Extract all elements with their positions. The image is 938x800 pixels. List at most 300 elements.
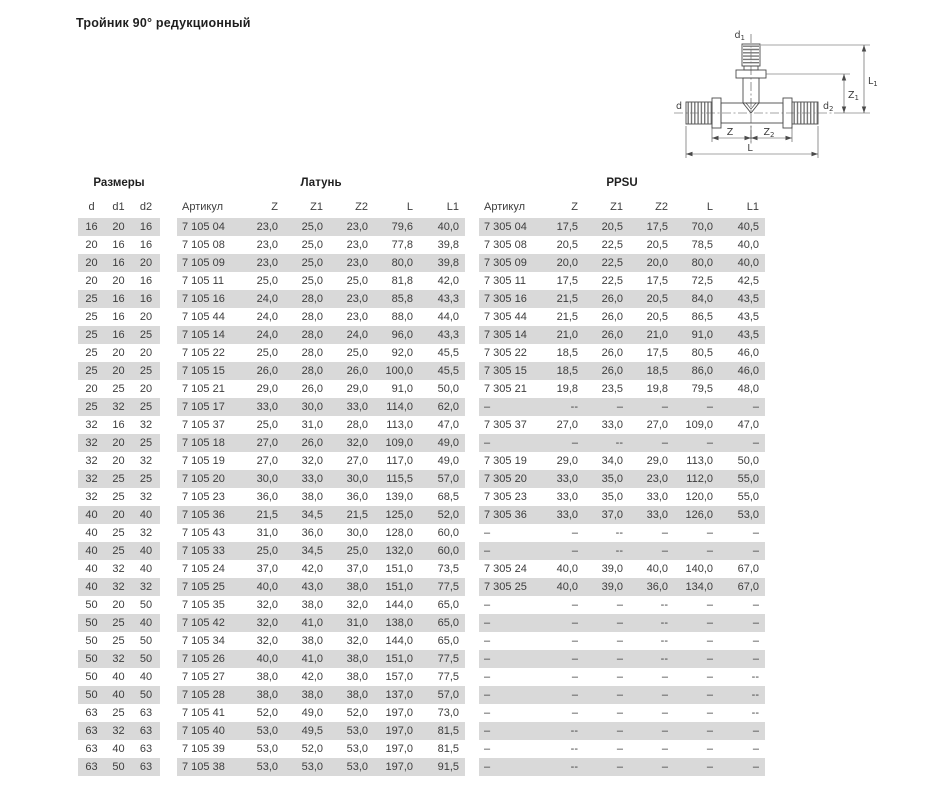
cell-value-brass: 151,0 xyxy=(385,563,413,575)
cell-article-ppsu: – xyxy=(479,650,539,668)
column-gap xyxy=(160,632,177,650)
cell-value-ppsu: – xyxy=(674,614,719,632)
cell-value-ppsu: 21,0 xyxy=(629,326,674,344)
cell-article-brass: 7 105 35 xyxy=(182,599,225,611)
cell-value-brass: 26,0 xyxy=(284,434,329,452)
cell-value-ppsu: – xyxy=(584,614,629,632)
cell-value-brass: 24,0 xyxy=(239,326,284,344)
cell-d2: 32 xyxy=(139,527,153,539)
cell-article-brass: 7 105 28 xyxy=(177,686,239,704)
cell-value-ppsu: 26,0 xyxy=(584,290,629,308)
cell-d: 25 xyxy=(78,398,105,416)
cell-d1: 20 xyxy=(105,434,132,452)
column-gap xyxy=(465,614,479,632)
column-gap xyxy=(465,326,479,344)
cell-value-brass: 41,0 xyxy=(284,650,329,668)
cell-d2: 25 xyxy=(132,362,160,380)
cell-d2: 40 xyxy=(132,542,160,560)
group-header-brass: Латунь xyxy=(300,177,342,189)
cell-article-ppsu: 7 305 37 xyxy=(484,419,527,431)
column-gap xyxy=(465,362,479,380)
cell-article-brass: 7 105 41 xyxy=(182,707,225,719)
cell-value-ppsu: – xyxy=(616,599,623,611)
cell-value-brass: 27,0 xyxy=(346,455,368,467)
cell-value-ppsu: 40,5 xyxy=(719,218,765,236)
cell-d1: 32 xyxy=(112,563,125,575)
cell-d: 50 xyxy=(85,671,98,683)
cell-d1: 20 xyxy=(105,218,132,236)
cell-d: 32 xyxy=(85,419,98,431)
cell-value-ppsu: -- xyxy=(539,722,584,740)
cell-value-brass: 157,0 xyxy=(385,671,413,683)
cell-d: 40 xyxy=(78,506,105,524)
cell-value-brass: 138,0 xyxy=(374,614,419,632)
cell-value-ppsu: 20,5 xyxy=(584,218,629,236)
cell-value-brass: 96,0 xyxy=(374,326,419,344)
cell-value-brass: 49,0 xyxy=(419,434,465,452)
cell-value-brass: 77,8 xyxy=(391,239,413,251)
cell-d: 20 xyxy=(85,383,98,395)
cell-value-brass: 45,5 xyxy=(419,362,465,380)
cell-value-brass: 151,0 xyxy=(374,578,419,596)
cell-d1: 25 xyxy=(112,707,125,719)
cell-value-ppsu: -- xyxy=(660,599,668,611)
cell-value-brass: 25,0 xyxy=(346,275,368,287)
cell-d: 63 xyxy=(85,707,98,719)
cell-value-ppsu: – xyxy=(706,707,713,719)
cell-value-ppsu: 33,0 xyxy=(539,470,584,488)
cell-value-ppsu: 18,5 xyxy=(629,362,674,380)
cell-value-brass: 60,0 xyxy=(437,527,459,539)
cell-value-ppsu: 17,5 xyxy=(646,275,668,287)
cell-d: 32 xyxy=(85,491,98,503)
column-header-row xyxy=(78,196,765,218)
col-header-z1-ppsu: Z1 xyxy=(610,201,623,213)
cell-value-ppsu: – xyxy=(706,743,713,755)
table-row xyxy=(78,704,765,722)
cell-value-brass: 68,5 xyxy=(437,491,459,503)
table-row xyxy=(78,722,765,740)
cell-value-ppsu: 19,8 xyxy=(646,383,668,395)
cell-value-ppsu: 40,0 xyxy=(539,578,584,596)
col-header-z2-brass: Z2 xyxy=(355,201,368,213)
label-z2: $Z_2$ xyxy=(763,127,775,139)
cell-value-brass: 38,0 xyxy=(239,686,284,704)
cell-value-ppsu: 84,0 xyxy=(674,290,719,308)
cell-article-ppsu: 7 305 19 xyxy=(484,455,527,467)
cell-value-brass: 44,0 xyxy=(437,311,459,323)
cell-value-ppsu: -- xyxy=(751,707,759,719)
cell-article-ppsu: – xyxy=(484,635,491,647)
cell-d2: 16 xyxy=(132,218,160,236)
cell-value-ppsu: 55,0 xyxy=(737,491,759,503)
cell-article-ppsu: 7 305 04 xyxy=(479,218,539,236)
label-d2: $d_2$ xyxy=(823,101,834,113)
cell-value-ppsu: 79,5 xyxy=(691,383,713,395)
column-gap xyxy=(465,704,479,722)
cell-value-brass: 23,0 xyxy=(256,239,278,251)
cell-article-brass: 7 105 09 xyxy=(177,254,239,272)
cell-value-ppsu: -- xyxy=(539,758,584,776)
table-row xyxy=(78,506,765,524)
cell-d1: 16 xyxy=(112,239,125,251)
cell-value-brass: 25,0 xyxy=(256,419,278,431)
table-row xyxy=(78,470,765,488)
cell-d: 40 xyxy=(85,563,98,575)
cell-value-ppsu: 67,0 xyxy=(719,578,765,596)
cell-value-brass: 53,0 xyxy=(239,722,284,740)
cell-value-ppsu: 23,5 xyxy=(601,383,623,395)
cell-value-brass: 37,0 xyxy=(256,563,278,575)
cell-d1: 40 xyxy=(112,743,125,755)
cell-value-ppsu: 18,5 xyxy=(539,362,584,380)
col-header-z-ppsu: Z xyxy=(571,201,578,213)
column-gap xyxy=(465,290,479,308)
cell-value-ppsu: – xyxy=(661,671,668,683)
cell-value-ppsu: – xyxy=(629,434,674,452)
cell-value-brass: 197,0 xyxy=(374,722,419,740)
cell-value-brass: 81,8 xyxy=(391,275,413,287)
cell-value-brass: 41,0 xyxy=(284,614,329,632)
cell-d2: 63 xyxy=(132,758,160,776)
cell-value-brass: 28,0 xyxy=(284,290,329,308)
cell-value-brass: 23,0 xyxy=(329,290,374,308)
cell-value-ppsu: – xyxy=(674,434,719,452)
cell-value-ppsu: 53,0 xyxy=(719,506,765,524)
group-header-ppsu: PPSU xyxy=(606,177,638,189)
cell-article-brass: 7 105 11 xyxy=(182,275,225,287)
cell-article-brass: 7 105 26 xyxy=(177,650,239,668)
cell-d2: 20 xyxy=(139,383,153,395)
cell-value-ppsu: -- xyxy=(584,434,629,452)
column-gap xyxy=(160,452,177,470)
table-row xyxy=(78,272,765,290)
cell-d: 25 xyxy=(78,326,105,344)
cell-value-brass: 23,0 xyxy=(239,218,284,236)
cell-d1: 25 xyxy=(112,527,125,539)
cell-value-brass: 38,0 xyxy=(329,686,374,704)
cell-value-ppsu: 48,0 xyxy=(737,383,759,395)
col-header-l-brass: L xyxy=(406,201,413,213)
cell-value-brass: 32,0 xyxy=(256,635,278,647)
cell-value-ppsu: – xyxy=(539,542,584,560)
column-gap xyxy=(465,740,479,758)
cell-d1: 25 xyxy=(105,542,132,560)
cell-value-brass: 23,0 xyxy=(329,254,374,272)
column-gap xyxy=(465,308,479,326)
cell-value-ppsu: -- xyxy=(751,671,759,683)
cell-d1: 16 xyxy=(112,311,125,323)
cell-value-brass: 25,0 xyxy=(284,218,329,236)
label-z1: $Z_1$ xyxy=(848,90,859,102)
cell-value-ppsu: 126,0 xyxy=(674,506,719,524)
column-gap xyxy=(465,542,479,560)
cell-value-ppsu: 18,5 xyxy=(556,347,578,359)
cell-value-brass: 30,0 xyxy=(239,470,284,488)
cell-d: 40 xyxy=(78,578,105,596)
column-gap xyxy=(160,542,177,560)
column-gap xyxy=(465,218,479,236)
cell-value-ppsu: 72,5 xyxy=(691,275,713,287)
cell-d: 50 xyxy=(85,635,98,647)
cell-value-brass: 81,5 xyxy=(419,722,465,740)
cell-value-brass: 132,0 xyxy=(374,542,419,560)
cell-article-ppsu: – xyxy=(484,671,491,683)
table-body xyxy=(78,218,765,776)
cell-value-brass: 91,0 xyxy=(391,383,413,395)
cell-value-brass: 24,0 xyxy=(239,290,284,308)
cell-value-ppsu: 46,0 xyxy=(737,347,759,359)
cell-value-brass: 117,0 xyxy=(386,455,413,467)
cell-value-ppsu: – xyxy=(584,398,629,416)
cell-d2: 40 xyxy=(139,563,153,575)
table-row xyxy=(78,488,765,506)
column-gap xyxy=(160,236,177,254)
cell-d: 20 xyxy=(85,239,98,251)
cell-value-ppsu: – xyxy=(629,686,674,704)
cell-value-brass: 38,0 xyxy=(301,599,323,611)
cell-value-brass: 23,0 xyxy=(346,311,368,323)
cell-value-brass: 52,0 xyxy=(301,743,323,755)
cell-value-ppsu: 67,0 xyxy=(737,563,759,575)
group-header-sizes: Размеры xyxy=(93,177,145,189)
cell-d1: 16 xyxy=(105,326,132,344)
cell-d2: 25 xyxy=(132,326,160,344)
cell-value-brass: 57,0 xyxy=(419,686,465,704)
cell-value-ppsu: 17,5 xyxy=(646,347,668,359)
cell-value-brass: 39,8 xyxy=(437,239,459,251)
cell-value-ppsu: 21,5 xyxy=(556,311,578,323)
cell-value-brass: 42,0 xyxy=(437,275,459,287)
cell-d2: 63 xyxy=(132,722,160,740)
cell-value-ppsu: 33,0 xyxy=(629,506,674,524)
cell-value-brass: 32,0 xyxy=(346,635,368,647)
cell-value-brass: 28,0 xyxy=(346,419,368,431)
column-gap xyxy=(160,470,177,488)
column-gap xyxy=(465,452,479,470)
cell-value-ppsu: – xyxy=(629,758,674,776)
cell-d2: 32 xyxy=(139,455,153,467)
label-l: L xyxy=(747,143,753,154)
cell-value-brass: 32,0 xyxy=(346,599,368,611)
cell-value-brass: 25,0 xyxy=(239,542,284,560)
cell-value-ppsu: 22,5 xyxy=(601,239,623,251)
cell-value-brass: 38,0 xyxy=(256,671,278,683)
cell-value-ppsu: 40,0 xyxy=(646,563,668,575)
cell-value-ppsu: 120,0 xyxy=(685,491,713,503)
cell-value-brass: 53,0 xyxy=(284,758,329,776)
cell-value-brass: 26,0 xyxy=(301,383,323,395)
cell-d2: 25 xyxy=(132,434,160,452)
cell-value-ppsu: -- xyxy=(615,527,623,539)
cell-value-brass: 43,3 xyxy=(419,290,465,308)
cell-value-brass: 40,0 xyxy=(239,578,284,596)
cell-value-ppsu: 50,0 xyxy=(737,455,759,467)
column-gap xyxy=(160,578,177,596)
cell-article-brass: 7 105 42 xyxy=(177,614,239,632)
cell-article-brass: 7 105 24 xyxy=(182,563,225,575)
cell-article-brass: 7 105 08 xyxy=(182,239,225,251)
cell-value-ppsu: – xyxy=(571,527,578,539)
cell-value-brass: 65,0 xyxy=(437,599,459,611)
table-row xyxy=(78,560,765,578)
cell-value-brass: 42,0 xyxy=(301,563,323,575)
cell-value-brass: 49,5 xyxy=(284,722,329,740)
table-row xyxy=(78,650,765,668)
cell-value-ppsu: – xyxy=(719,722,765,740)
cell-d1: 20 xyxy=(112,599,125,611)
cell-value-ppsu: – xyxy=(719,650,765,668)
cell-value-brass: 43,3 xyxy=(419,326,465,344)
cell-value-ppsu: 17,5 xyxy=(556,275,578,287)
cell-value-ppsu: – xyxy=(584,650,629,668)
cell-value-brass: 77,5 xyxy=(419,578,465,596)
cell-value-ppsu: 134,0 xyxy=(674,578,719,596)
cell-d2: 20 xyxy=(139,311,153,323)
cell-value-ppsu: 34,0 xyxy=(601,455,623,467)
cell-value-brass: 53,0 xyxy=(239,758,284,776)
cell-article-ppsu: – xyxy=(479,434,539,452)
cell-value-brass: 137,0 xyxy=(374,686,419,704)
table-row xyxy=(78,416,765,434)
cell-value-brass: 52,0 xyxy=(256,707,278,719)
column-gap xyxy=(465,196,479,218)
cell-article-ppsu: – xyxy=(479,758,539,776)
cell-value-ppsu: 21,5 xyxy=(539,290,584,308)
cell-value-brass: 197,0 xyxy=(374,758,419,776)
cell-value-ppsu: 29,0 xyxy=(556,455,578,467)
cell-value-brass: 52,0 xyxy=(346,707,368,719)
cell-value-ppsu: – xyxy=(719,542,765,560)
col-header-l1-ppsu: L1 xyxy=(746,201,759,213)
cell-d1: 16 xyxy=(105,290,132,308)
cell-article-brass: 7 105 39 xyxy=(182,743,225,755)
cell-article-ppsu: 7 305 08 xyxy=(484,239,527,251)
cell-article-ppsu: 7 305 09 xyxy=(479,254,539,272)
cell-value-ppsu: – xyxy=(719,398,765,416)
table-row xyxy=(78,218,765,236)
label-d1: $d_1$ xyxy=(734,30,745,42)
cell-value-ppsu: 26,0 xyxy=(601,311,623,323)
cell-d2: 40 xyxy=(132,614,160,632)
cell-d1: 20 xyxy=(112,455,125,467)
cell-article-ppsu: – xyxy=(479,722,539,740)
column-gap xyxy=(160,740,177,758)
column-gap xyxy=(160,254,177,272)
cell-value-brass: 32,0 xyxy=(301,455,323,467)
cell-value-ppsu: 33,0 xyxy=(601,419,623,431)
cell-d: 63 xyxy=(85,743,98,755)
cell-value-brass: 31,0 xyxy=(301,419,323,431)
cell-d1: 32 xyxy=(105,578,132,596)
cell-value-brass: 144,0 xyxy=(385,599,413,611)
cell-value-brass: 65,0 xyxy=(437,635,459,647)
cell-value-brass: 30,0 xyxy=(346,527,368,539)
cell-article-ppsu: – xyxy=(484,707,491,719)
cell-value-ppsu: 33,0 xyxy=(556,491,578,503)
cell-d2: 32 xyxy=(132,578,160,596)
cell-value-brass: 33,0 xyxy=(329,398,374,416)
cell-value-ppsu: 80,0 xyxy=(674,254,719,272)
column-gap xyxy=(160,434,177,452)
cell-value-brass: 85,8 xyxy=(374,290,419,308)
cell-value-brass: 24,0 xyxy=(256,311,278,323)
cell-d2: 32 xyxy=(139,419,153,431)
cell-article-ppsu: 7 305 11 xyxy=(484,275,527,287)
cell-article-ppsu: 7 305 25 xyxy=(479,578,539,596)
cell-value-ppsu: -- xyxy=(570,743,578,755)
cell-value-brass: 34,5 xyxy=(284,542,329,560)
cell-value-ppsu: 78,5 xyxy=(691,239,713,251)
cell-value-ppsu: 109,0 xyxy=(685,419,713,431)
cell-value-brass: 25,0 xyxy=(329,542,374,560)
column-gap xyxy=(465,254,479,272)
cell-value-brass: 33,0 xyxy=(284,470,329,488)
column-gap xyxy=(465,170,479,196)
cell-value-brass: 151,0 xyxy=(374,650,419,668)
cell-article-ppsu: – xyxy=(479,614,539,632)
cell-d2: 40 xyxy=(132,506,160,524)
cell-d1: 16 xyxy=(105,254,132,272)
cell-value-ppsu: 27,0 xyxy=(556,419,578,431)
cell-value-brass: 60,0 xyxy=(419,542,465,560)
column-gap xyxy=(160,758,177,776)
cell-value-brass: 50,0 xyxy=(437,383,459,395)
cell-value-ppsu: 33,0 xyxy=(646,491,668,503)
cell-value-ppsu: 35,0 xyxy=(601,491,623,503)
cell-value-brass: 62,0 xyxy=(419,398,465,416)
cell-d2: 32 xyxy=(139,491,153,503)
cell-value-brass: 23,0 xyxy=(346,239,368,251)
cell-value-brass: 25,0 xyxy=(346,347,368,359)
cell-value-ppsu: – xyxy=(661,707,668,719)
cell-value-ppsu: 55,0 xyxy=(719,470,765,488)
cell-value-ppsu: – xyxy=(674,650,719,668)
cell-value-ppsu: 112,0 xyxy=(674,470,719,488)
cell-article-brass: 7 105 23 xyxy=(182,491,225,503)
cell-value-ppsu: – xyxy=(706,599,713,611)
cell-d2: 50 xyxy=(139,635,153,647)
cell-value-brass: 31,0 xyxy=(329,614,374,632)
cell-article-brass: 7 105 22 xyxy=(182,347,225,359)
column-gap xyxy=(160,686,177,704)
cell-value-ppsu: – xyxy=(584,758,629,776)
column-gap xyxy=(465,596,479,614)
cell-article-ppsu: 7 305 36 xyxy=(479,506,539,524)
cell-value-ppsu: 23,0 xyxy=(629,470,674,488)
cell-value-ppsu: – xyxy=(539,686,584,704)
cell-article-brass: 7 105 21 xyxy=(182,383,225,395)
spec-table xyxy=(78,170,765,776)
column-gap xyxy=(465,398,479,416)
column-gap xyxy=(160,344,177,362)
cell-value-brass: 88,0 xyxy=(391,311,413,323)
cell-value-brass: 33,0 xyxy=(239,398,284,416)
cell-value-ppsu: – xyxy=(629,542,674,560)
cell-value-ppsu: – xyxy=(674,758,719,776)
table-row xyxy=(78,236,765,254)
cell-d1: 20 xyxy=(105,362,132,380)
col-header-d2: d2 xyxy=(139,201,153,213)
column-gap xyxy=(160,506,177,524)
column-gap xyxy=(465,686,479,704)
cell-value-brass: 28,0 xyxy=(284,326,329,344)
cell-d2: 63 xyxy=(139,707,153,719)
cell-d2: 25 xyxy=(132,398,160,416)
cell-d1: 50 xyxy=(105,758,132,776)
cell-d: 50 xyxy=(78,650,105,668)
cell-d2: 20 xyxy=(132,254,160,272)
